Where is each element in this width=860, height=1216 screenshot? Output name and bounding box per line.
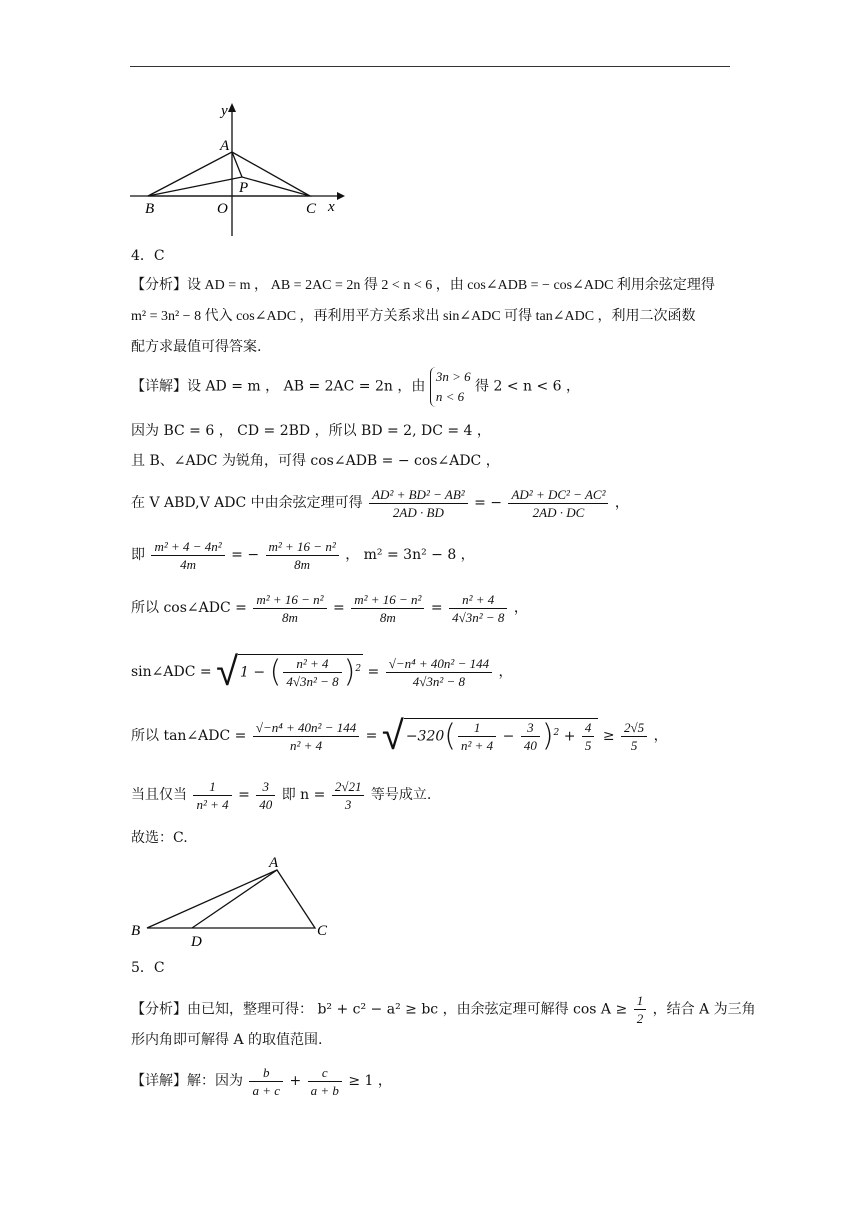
q4-line-6: 所以 cos∠ADC = $\frac{\text{m² + 16 − n²}}{8m}$ = $\frac{\text{m² + 16 − n²}}{8m}$ = $\frac{\text{n² + 4}}{\text{4√3n² − 8}}$ ，	[131, 591, 528, 625]
q4-line-2: 因为 BC = 6 ， CD = 2BD ，所以 BD = 2, DC = 4 ，	[131, 423, 491, 439]
fig2-D: D	[191, 934, 202, 950]
q4-line-9: 当且仅当 $\frac{1}{\text{n² + 4}}$ = $\frac{3}{40}$ 即 n = $\frac{2√21}{3}$ 等号成立.	[131, 778, 432, 812]
q4-analysis-2: m² = 3n² − 8 代入 cos∠ADC ，再利用平方关系求出 sin∠ADC 可得 tan∠ADC ，利用二次函数	[131, 309, 696, 324]
fig1-A: A	[220, 138, 230, 154]
q4-detail-1: 【详解】设 AD = m ， AB = 2AC = 2n ，由 3n > 6 n < 6 得 2 < n < 6 ，	[131, 366, 580, 407]
fig1-y: y	[221, 103, 228, 119]
fig1-O: O	[217, 201, 228, 217]
fig2-B: B	[131, 923, 141, 939]
figure-coordinate-triangle	[125, 100, 345, 240]
q5-detail: 【详解】解：因为 $\frac{b}{a + c}$ + $\frac{c}{a + b}$ ≥ 1 ，	[131, 1064, 392, 1098]
fig2-C: C	[317, 923, 328, 939]
q4-line-7: sin∠ADC = √ 1 − ( $\frac{\text{n² + 4}}{\text{4√3n² − 8}}$ )$^2$ = $\frac{\text{√−n⁴ + 40n² − 144}}{\text{4√3n² − 8}}$ ，	[131, 649, 513, 695]
fig1-x: x	[328, 199, 335, 215]
q5-number: 5．C	[131, 960, 165, 976]
fig1-B: B	[145, 201, 155, 217]
q4-line-8: 所以 tan∠ADC = $\frac{\text{√−n⁴ + 40n² − 144}}{\text{n² + 4}}$ = √ −320( $\frac{1}{\text{n² + 4}}$ − $\frac{3}{40}$ )$^2$ + $\frac{4}{5}$ ≥ $\frac{2√5}{5}$ ，	[131, 713, 668, 759]
fig1-P: P	[239, 180, 249, 196]
q4-number: 4．C	[131, 248, 165, 264]
q4-answer: 故选：C.	[131, 830, 188, 846]
fig1-C: C	[306, 201, 317, 217]
figure-triangle-abd	[125, 852, 345, 952]
fig2-A: A	[269, 855, 279, 871]
q4-analysis-3: 配方求最值可得答案.	[131, 339, 262, 355]
header-rule	[130, 66, 730, 67]
q4-line-5: 即 $\frac{\text{m² + 4 − 4n²}}{4m}$ = − $\frac{\text{m² + 16 − n²}}{8m}$ ， m² = 3n² − 8 ，	[131, 538, 475, 572]
q4-analysis-1: 【分析】设 AD = m ， AB = 2AC = 2n 得 2 < n < 6 ，由 cos∠ADB = − cos∠ADC 利用余弦定理得	[131, 278, 715, 293]
q5-analysis-2: 形内角即可解得 A 的取值范围.	[131, 1032, 323, 1048]
q5-analysis-1: 【分析】由已知，整理可得： b² + c² − a² ≥ bc ，由余弦定理可解得 cos A ≥ $\frac{1}{2}$ ，结合 A 为三角	[131, 993, 756, 1026]
q4-line-3: 且 B、∠ADC 为锐角，可得 cos∠ADB = − cos∠ADC ，	[131, 453, 500, 469]
q4-line-4: 在 V ABD,V ADC 中由余弦定理可得 $\frac{\text{AD² + BD² − AB²}}{2AD \cdot BD}$ = − $\frac{\text{AD² + DC² − AC²}}{2AD \cdot DC}$ ，	[131, 486, 629, 520]
